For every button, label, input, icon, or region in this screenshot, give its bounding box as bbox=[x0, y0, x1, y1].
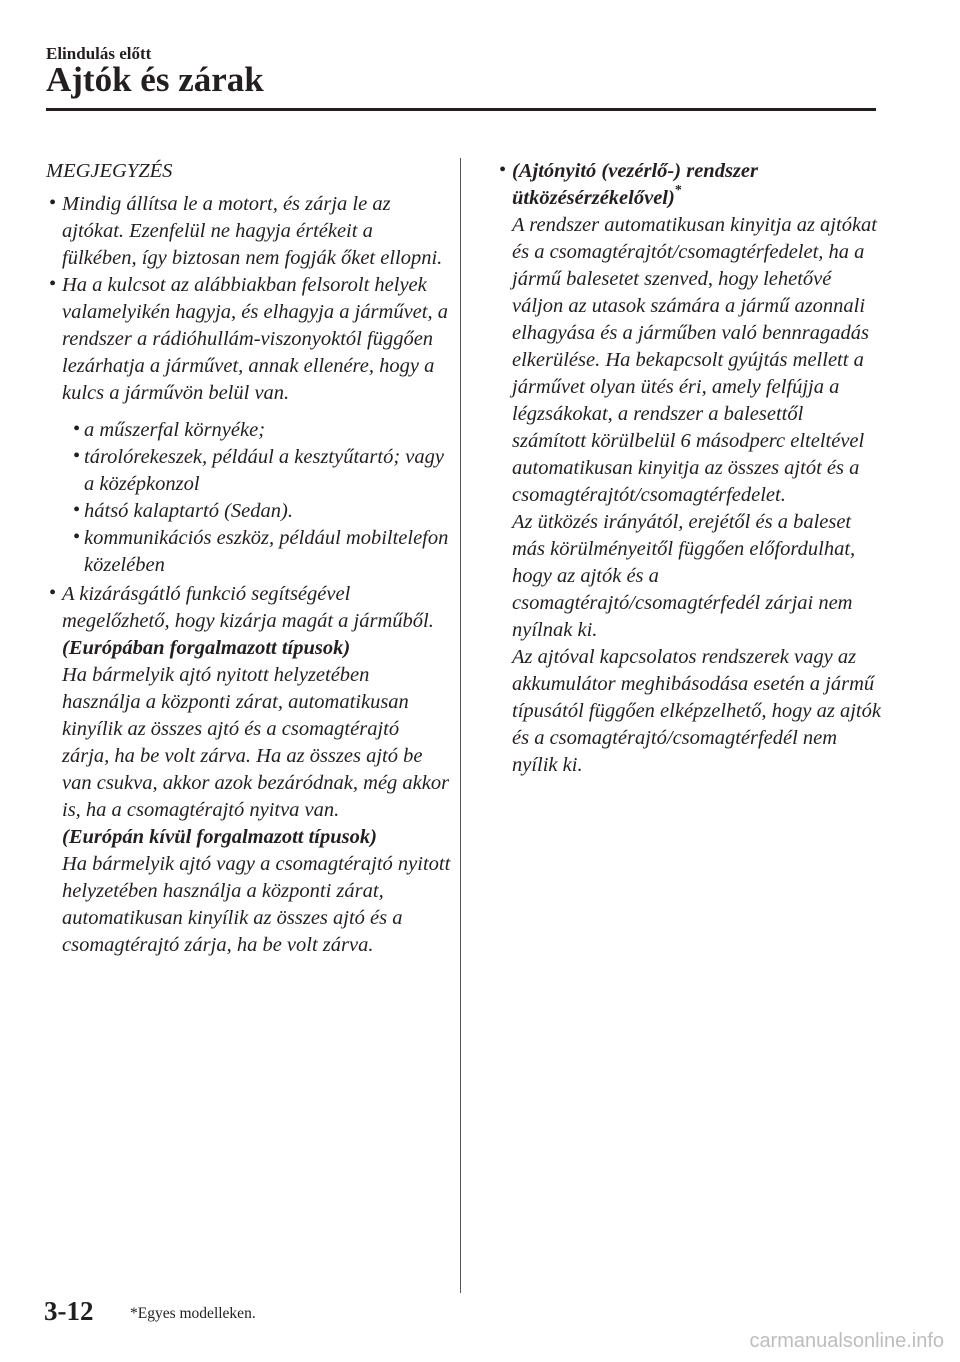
location-item bbox=[70, 444, 451, 498]
location-item bbox=[70, 417, 451, 444]
crash-unlock-text-3: Az ajtóval kapcsolatos rendszerek vagy az akkumulátor meghibásodása esetén a jármű típusától függően elképzelhető, hogy az ajtók és a csomagtérajtó/csomagtérfedél nem nyílik ki. bbox=[512, 646, 881, 776]
location-text: tárolórekeszek, például a kesztyűtartó; vagy a középkonzol bbox=[84, 446, 444, 495]
crash-unlock-heading: (Ajtónyitó (vezérlő-) rendszer ütközésérzékelővel)* bbox=[512, 160, 758, 209]
bullet-icon: • bbox=[73, 445, 81, 467]
location-item bbox=[70, 498, 451, 525]
right-column bbox=[496, 158, 881, 779]
non-eu-heading: (Európán kívül forgalmazott típusok) bbox=[62, 826, 377, 848]
note-bullet-text: Mindig állítsa le a motort, és zárja le az ajtókat. Ezenfelül ne hagyja értékeit a fülkében, így biztosan nem fogják őket ellopni. bbox=[62, 193, 443, 269]
note-bullet-text: Ha a kulcsot az alábbiakban felsorolt helyek valamelyikén hagyja, és elhagyja a járművet, a rendszer a rádióhullám-viszonyoktól függően lezárhatja a járművet, annak ellenére, hogy a kulcs a járművön belül van. bbox=[62, 274, 448, 404]
header-rule bbox=[46, 108, 876, 111]
watermark: carmanualsonline.info bbox=[749, 1330, 944, 1352]
column-divider bbox=[460, 158, 461, 1293]
left-column bbox=[46, 158, 451, 959]
crash-unlock-text-1: A rendszer automatikusan kinyitja az ajtókat és a csomagtérajtót/csomagtérfedelet, ha a jármű balesetet szenved, hogy lehetővé váljon az utasok számára a jármű azonnali elhagyása és a járműben való bennragadás elkerülése. Ha bekapcsolt gyújtás mellett a járművet olyan ütés éri, amely felfújja a légzsákokat, a rendszer a balesettől számított körülbelül 6 másodperc elteltével automatikusan kinyitja az összes ajtót és a csomagtérajtót/csomagtérfedelet. bbox=[512, 214, 877, 506]
bullet-icon: • bbox=[73, 526, 81, 548]
bullet-icon: • bbox=[499, 159, 507, 181]
non-eu-text: Ha bármelyik ajtó vagy a csomagtérajtó nyitott helyzetében használja a központi zárat, automatikusan kinyílik az összes ajtó és a csomagtérajtó zárja, ha be volt zárva. bbox=[62, 853, 451, 956]
bullet-icon: • bbox=[73, 499, 81, 521]
bullet-icon: • bbox=[49, 192, 57, 214]
bullet-icon: • bbox=[73, 418, 81, 440]
footnote-asterisk: * bbox=[674, 183, 682, 198]
bullet-icon: • bbox=[49, 582, 57, 604]
page-title: Ajtók és zárak bbox=[46, 60, 264, 99]
note-bullet-1 bbox=[46, 191, 451, 272]
footnote: *Egyes modelleken. bbox=[130, 1305, 256, 1322]
crash-unlock-text-2: Az ütközés irányától, erejétől és a baleset más körülményeitől függően előfordulhat, hogy az ajtók és a csomagtérajtó/csomagtérfedél zárjai nem nyílnak ki. bbox=[512, 511, 856, 641]
location-text: hátsó kalaptartó (Sedan). bbox=[84, 500, 293, 522]
note-bullet-2 bbox=[46, 272, 451, 407]
note-heading: MEGJEGYZÉS bbox=[46, 160, 173, 182]
eu-text: Ha bármelyik ajtó nyitott helyzetében használja a központi zárat, automatikusan kinyílik az összes ajtó és a csomagtérajtó zárja, ha be volt zárva. Ha az összes ajtó be van csukva, akkor azok bezáródnak, még akkor is, ha a csomagtérajtó nyitva van. bbox=[62, 664, 450, 821]
note-bullet-3 bbox=[46, 581, 451, 959]
location-text: a műszerfal környéke; bbox=[84, 419, 266, 441]
lockout-intro: A kizárásgátló funkció segítségével megelőzhető, hogy kizárja magát a járműből. bbox=[62, 583, 434, 632]
location-item bbox=[70, 525, 451, 579]
section-label: Elindulás előtt bbox=[46, 44, 152, 63]
location-list bbox=[46, 417, 451, 579]
location-text: kommunikációs eszköz, például mobiltelefon közelében bbox=[84, 527, 449, 576]
crash-unlock-bullet bbox=[496, 158, 881, 779]
page-number: 3-12 bbox=[44, 1296, 94, 1326]
bullet-icon: • bbox=[49, 273, 57, 295]
eu-heading: (Európában forgalmazott típusok) bbox=[62, 637, 351, 659]
